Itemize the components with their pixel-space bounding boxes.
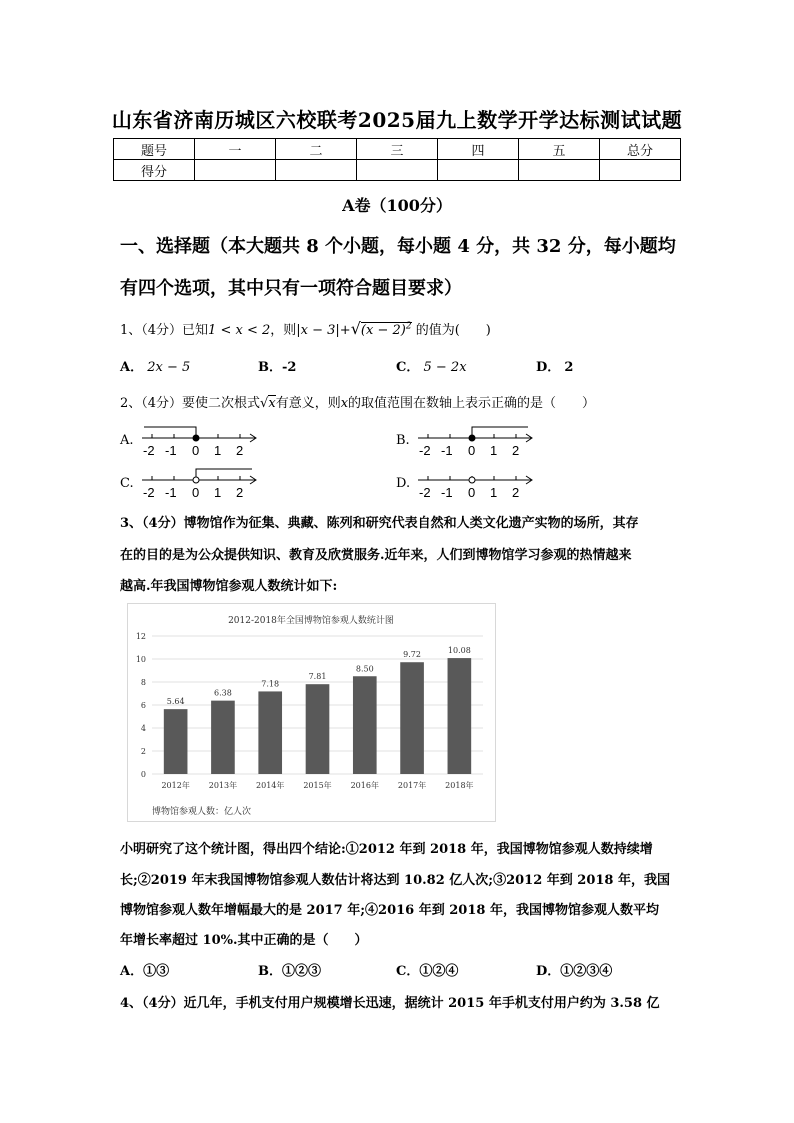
bar-value-label: 7.18 [261,679,280,689]
sqrt-icon: √ [260,396,269,411]
q3-after-line2: 长;②2019 年末我国博物馆参观人数估计将达到 10.82 亿人次;③2012 年到 2018 年，我国 [120,873,671,888]
q1-suffix: 的值为( ) [415,323,491,338]
tick-label: 0 [468,485,476,500]
q2-mid: 有意义，则 [275,396,341,411]
score-blank-cell[interactable] [357,160,438,181]
section-a-heading: A卷（100分） [342,196,452,215]
score-blank-cell[interactable] [600,160,681,181]
tick-label: -1 [441,485,453,500]
q2-number-line-c [140,466,260,500]
q1-option-d-text: 2 [564,360,574,375]
x-tick-label: 2014年 [256,781,285,790]
q2-number-line-d [416,466,536,500]
tick-label: -2 [419,443,431,458]
tick-label: 1 [214,485,222,500]
x-tick-label: 2017年 [397,781,427,790]
q3-option-d[interactable] [536,960,612,979]
score-cell: 题号 [114,139,195,160]
x-tick-label: 2015年 [303,781,332,790]
score-table-score-row [114,160,681,181]
q3-option-c[interactable] [396,960,458,979]
score-row-label: 得分 [114,160,195,181]
bar-value-label: 9.72 [403,650,421,660]
q3-option-c-label: C． [396,964,420,979]
bar-value-label: 6.38 [214,688,232,698]
score-cell: 四 [438,139,519,160]
q3-option-b-text: ①②③ [282,964,322,979]
y-tick-label: 10 [135,655,146,664]
x-tick-label: 2013年 [208,781,238,790]
q1-option-d-label: D． [536,360,561,375]
chart-bar [306,684,330,774]
q2-option-d-label[interactable]: D. [396,476,411,491]
q1-option-a-label: A． [120,360,144,375]
tick-label: -2 [143,443,155,458]
q4-line1: 4、（4分）近几年，手机支付用户规模增长迅速，据统计 2015 年手机支付用户约为 3.58 亿 [120,996,660,1011]
q3-line2: 在的目的是为公众提供知识、教育及欣赏服务.近年来，人们到博物馆学习参观的热情越来 [120,548,632,563]
tick-label: 2 [236,443,244,458]
tick-label: 0 [192,485,200,500]
q3-after-line1: 小明研究了这个统计图，得出四个结论:①2012 年到 2018 年，我国博物馆参观人数持续增 [120,842,653,857]
q2-sqrt-var: x [268,396,276,411]
y-tick-label: 0 [140,770,146,779]
y-tick-label: 4 [140,724,146,733]
q3-line3: 越高.年我国博物馆参观人数统计如下: [120,579,338,594]
q1-prefix: 1、（4分）已知 [120,323,209,338]
q3-option-d-text: ①②③④ [560,964,613,979]
score-blank-cell[interactable] [519,160,600,181]
bar-value-label: 10.08 [447,646,471,656]
q2-suffix: 的取值范围在数轴上表示正确的是（ ） [348,396,596,411]
q3-option-a[interactable] [120,960,169,979]
q2-option-b-label[interactable]: B. [396,433,410,448]
chart-bar [211,701,235,774]
y-tick-label: 12 [135,632,146,641]
q1-sup: 2 [405,321,412,332]
bar-chart [128,604,495,821]
q3-option-b-label: B． [258,964,282,979]
chart-bar [400,662,424,774]
chart-title: 2012-2018年全国博物馆参观人数统计图 [228,616,394,626]
q2-option-c-label[interactable]: C. [120,476,134,491]
q2-var: x [340,396,349,411]
q3-option-d-label: D． [536,964,561,979]
q1-option-c-label: C． [396,360,420,375]
bar-value-label: 8.50 [355,664,374,674]
q3-option-b[interactable] [258,960,321,979]
q1-abs-expr: |x − 3| [296,323,340,338]
tick-label: 1 [490,485,498,500]
tick-label: -1 [165,443,177,458]
score-cell: 二 [276,139,357,160]
part1-heading-line1: 一、选择题（本大题共 8 个小题，每小题 4 分，共 32 分，每小题均 [120,236,676,257]
score-cell: 三 [357,139,438,160]
sqrt-icon: √ [350,319,361,338]
part1-heading-line2: 有四个选项，其中只有一项符合题目要求） [120,278,462,299]
q3-option-c-text: ①②④ [419,964,459,979]
bar-value-label: 5.64 [166,697,185,707]
score-table [113,138,681,181]
museum-visitors-chart [127,603,496,822]
tick-label: -1 [441,443,453,458]
q1-option-b-text: -2 [282,360,297,375]
q1-option-a[interactable] [120,356,190,375]
y-tick-label: 2 [140,747,146,756]
chart-bar [258,691,282,774]
q1-option-c[interactable] [396,356,467,375]
tick-label: 1 [214,443,222,458]
q2-stem [120,392,595,411]
tick-label: -1 [165,485,177,500]
q1-condition: 1 < x < 2 [208,323,271,338]
tick-label: 1 [490,443,498,458]
score-blank-cell[interactable] [276,160,357,181]
q1-option-c-text: 5 − 2x [423,360,467,375]
tick-label: 2 [512,485,520,500]
tick-label: -2 [419,485,431,500]
score-cell: 五 [519,139,600,160]
q2-option-a-label[interactable]: A. [120,433,134,448]
score-cell: 一 [195,139,276,160]
x-tick-label: 2012年 [161,781,190,790]
q1-plus: + [339,323,351,338]
q2-prefix: 2、（4分）要使二次根式 [120,396,261,411]
q2-number-line-a [140,424,260,458]
chart-bar [353,676,377,774]
q3-option-a-text: ①③ [143,964,170,979]
q1-sqrt-expr [361,322,412,338]
score-blank-cell[interactable] [195,160,276,181]
x-tick-label: 2016年 [350,781,379,790]
q1-mid: ，则 [270,323,297,338]
x-tick-label: 2018年 [445,781,474,790]
tick-label: 2 [512,443,520,458]
q3-after-line4: 年增长率超过 10%.其中正确的是（ ） [120,933,368,948]
bar-value-label: 7.81 [308,672,327,682]
q1-sqrt-inner: (x − 2) [360,323,406,338]
q1-stem [120,319,491,338]
q3-line1: 3、（4分）博物馆作为征集、典藏、陈列和研究代表自然和人类文化遗产实物的场所，其存 [120,516,639,531]
score-table-header-row [114,139,681,160]
q1-option-a-text: 2x − 5 [147,360,191,375]
q3-option-a-label: A． [120,964,144,979]
score-blank-cell[interactable] [438,160,519,181]
tick-label: 0 [468,443,476,458]
chart-bar [164,709,188,774]
page-title: 山东省济南历城区六校联考2025届九上数学开学达标测试试题 [111,108,683,132]
tick-label: 0 [192,443,200,458]
score-cell: 总分 [600,139,681,160]
tick-label: -2 [143,485,155,500]
q1-option-d[interactable] [536,356,573,375]
chart-footnote: 博物馆参观人数：亿人次 [152,807,252,817]
chart-bar [448,658,472,774]
y-tick-label: 6 [140,701,146,710]
q1-option-b-label: B． [258,360,282,375]
q2-number-line-b [416,424,536,458]
y-tick-label: 8 [140,678,146,687]
tick-label: 2 [236,485,244,500]
q3-after-line3: 博物馆参观人数年增幅最大的是 2017 年;④2016 年到 2018 年，我国博物馆参观人数平均 [120,903,659,918]
q1-option-b[interactable] [258,356,296,375]
